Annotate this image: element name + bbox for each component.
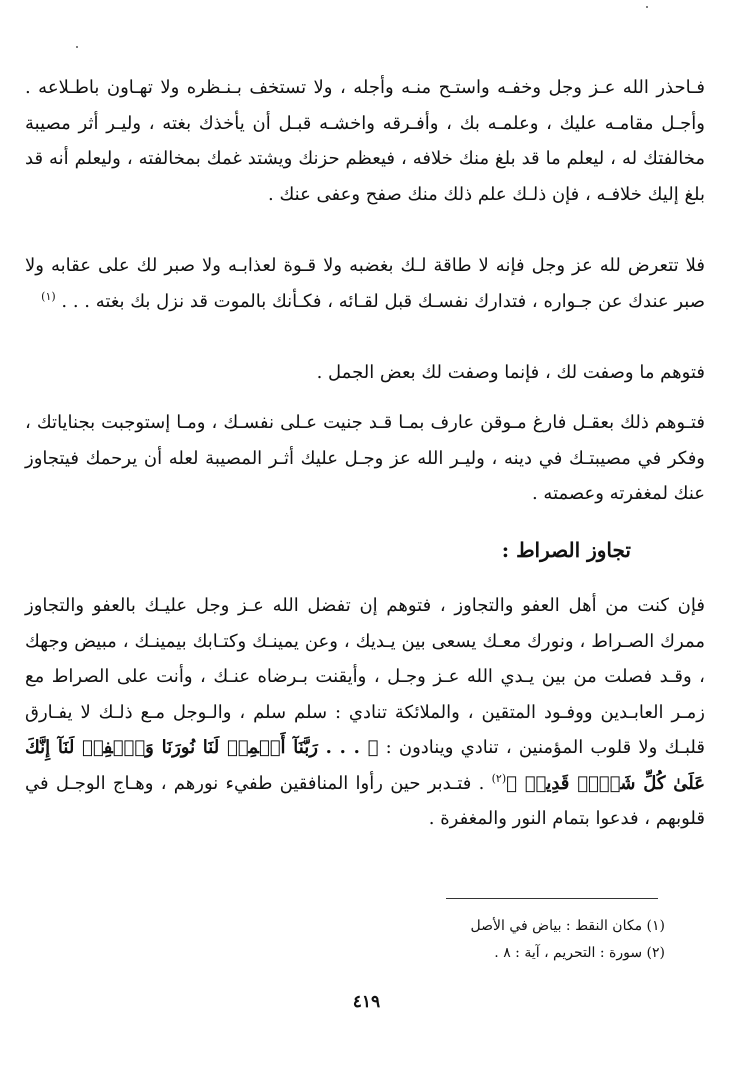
paragraph-text: فلا تتعرض لله عز وجل فإنه لا طاقة لـك بغضبه ولا قـوة لعذابـه ولا صبر لك على عقابه ولا صبر عندك عن جـواره ، فتدارك نفسـك قبل لقـائه ، فكـأنك بالموت قد نزل بك بغته . . . bbox=[25, 255, 705, 312]
footnotes bbox=[471, 913, 665, 967]
footnote-divider bbox=[446, 898, 658, 899]
paragraph-text: فإن كنت من أهل العفو والتجاوز ، فتوهم إن تفضل الله عـز وجل عليـك بالعفو والتجاوز ممرك الصـراط ، ونورك معـك يسعى بين يـديك ، وعن يمينـك وكتـابك بيمينـك ، مبيض وجهك ، وقـد فصلت من بين يـدي الله عـز وجـل ، وأيقنت بـرضاه عنـك ، وأنت على الصراط مع زمـر العابـدين ووفـود المتقين ، والملائكة تنادي : سلم سلم ، والـوجل مـع ذلـك لا يفـارق قلبـك ولا قلوب المؤمنين ، تنادي وينادون : bbox=[25, 595, 705, 758]
paragraph-text: فـاحذر الله عـز وجل وخفـه واستـح منـه وأجله ، ولا تستخف بـنـظره ولا تهـاون باطـلاعه . وأجـل مقامـه عليك ، وعلمـه بك ، وأفـرقه واخشـه قبـل أن يأخذك بغته ، وليـر أثر مصيبة مخالفتك له ، ليعلم ما قد بلغ منك خلافه ، فيعظم حزنك ويشتد غمك بمخالفته ، وليعلم أنه قد بلغ إليك خلافـه ، فإن ذلـك علم ذلك منك صفح وعفى عنك . bbox=[25, 77, 705, 205]
paragraph-text: فتوهم ما وصفت لك ، فإنما وصفت لك بعض الجمل . bbox=[316, 362, 705, 383]
footnote-mark-2: (٢) bbox=[491, 771, 507, 785]
paragraph-text: فتـوهم ذلك بعقـل فارغ مـوقن عارف بمـا قـد جنيت عـلى نفسـك ، ومـا إستوجبت بجناياتك ، وفكر في مصيبتـك في دينه ، وليـر الله عز وجـل عليك أثـر المصيبة لعله أن يرحمك فيتجاوز عنك لمغفرته وعصمته . bbox=[25, 412, 705, 504]
paragraph-imagine bbox=[25, 355, 705, 391]
paragraph-crossing-sirat bbox=[25, 588, 705, 837]
scan-speck bbox=[646, 6, 648, 8]
footnote-1: (١) مكان النقط : بياض في الأصل bbox=[470, 918, 665, 934]
paragraph-fear-allah bbox=[25, 70, 705, 212]
page-number: ٤١٩ bbox=[352, 992, 381, 1012]
paragraph-text: . فتـدبر حين رأوا المنافقين طفيء نورهم ، وهـاج الوجـل في قلوبهم ، فدعوا بتمام النور والمغفرة . bbox=[25, 772, 705, 829]
footnote-mark-1: (١) bbox=[41, 289, 56, 303]
quran-verse: ﴿ . . . رَبَّنَآ أَتۡمِمۡ لَنَا نُورَنَا وَٱغۡفِرۡ لَنَآ إِنَّكَ عَلَىٰ كُلِّ شَيۡءٖ قَدِيرٞ ﴾ bbox=[25, 737, 705, 794]
scan-speck bbox=[76, 46, 78, 48]
footnote-2: (٢) سورة : التحريم ، آية : ٨ . bbox=[494, 945, 665, 961]
paragraph-do-not-confront bbox=[25, 248, 705, 319]
section-heading: تجاوز الصراط : bbox=[501, 538, 631, 562]
paragraph-reflect bbox=[25, 405, 705, 512]
